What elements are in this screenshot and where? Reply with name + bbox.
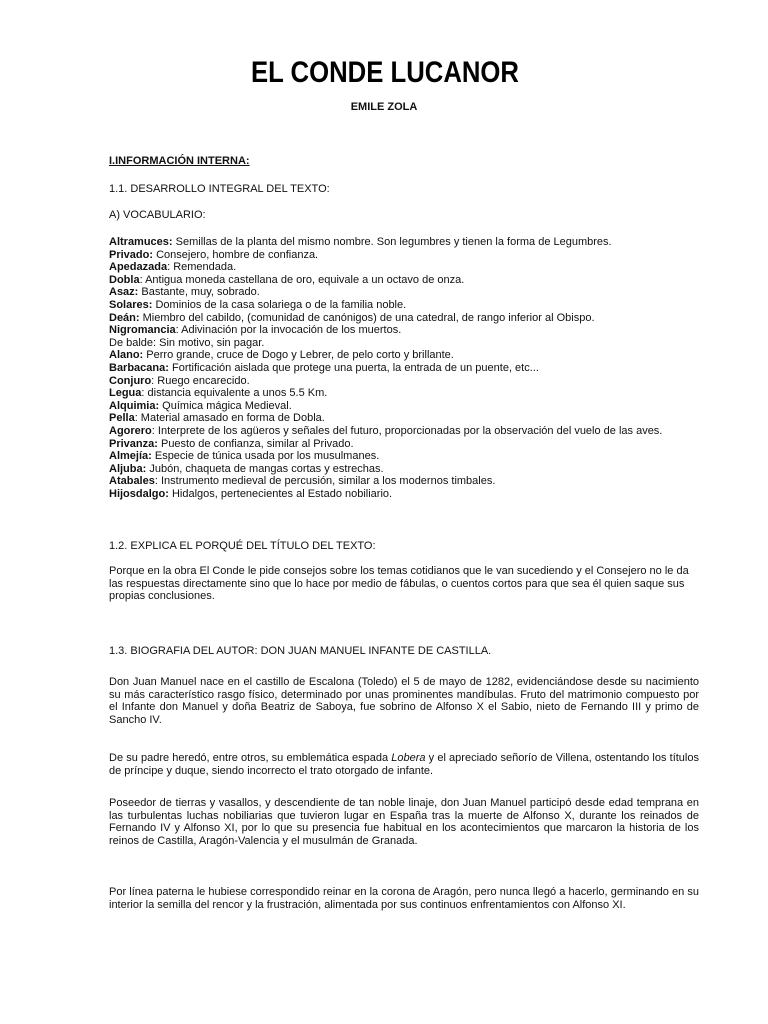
section-heading-text: I.INFORMACIÓN INTERNA: bbox=[109, 155, 250, 167]
vocabulary-entry bbox=[109, 488, 699, 501]
vocabulary-term: Deán: bbox=[109, 311, 140, 324]
vocabulary-entry bbox=[109, 375, 699, 388]
vocabulary-definition: : Instrumento medieval de percusión, similar a los modernos timbales. bbox=[154, 475, 496, 488]
vocabulary-definition: Jubón, chaqueta de mangas cortas y estrechas. bbox=[146, 462, 384, 475]
vocabulary-definition: : distancia equivalente a unos 5.5 Km. bbox=[141, 387, 328, 400]
vocabulary-term: Altramuces: bbox=[109, 236, 173, 248]
vocabulary-definition: : Ruego encarecido. bbox=[151, 374, 250, 387]
vocabulary-definition: : Interprete de los agüeros y señales del futuro, proporcionadas por la observación del vuelo de las aves. bbox=[151, 424, 663, 437]
paragraph-bio-4 bbox=[109, 886, 699, 911]
subheading-vocabulario: A) VOCABULARIO: bbox=[109, 209, 206, 221]
vocabulary-definition: Dominios de la casa solariega o de la familia noble. bbox=[152, 298, 407, 311]
vocabulary-term: Privanza: bbox=[109, 437, 158, 450]
author-line: EMILE ZOLA bbox=[350, 101, 418, 113]
vocabulary-definition: : Remendada. bbox=[167, 261, 237, 274]
subheading-desarrollo: 1.1. DESARROLLO INTEGRAL DEL TEXTO: bbox=[109, 183, 330, 195]
vocabulary-entry bbox=[109, 236, 699, 249]
vocabulary-entry bbox=[109, 324, 699, 337]
subheading-titulo: 1.2. EXPLICA EL PORQUÉ DEL TÍTULO DEL TEXTO: bbox=[109, 540, 376, 552]
vocabulary-entry bbox=[109, 463, 699, 476]
vocabulary-definition: Semillas de la planta del mismo nombre. Son legumbres y tienen la forma de Legumbres. bbox=[172, 236, 612, 248]
paragraph-bio-1 bbox=[109, 676, 699, 726]
vocabulary-definition: Química mágica Medieval. bbox=[159, 399, 292, 412]
vocabulary-term: Apedazada bbox=[109, 261, 168, 274]
vocabulary-definition: Consejero, hombre de confianza. bbox=[153, 248, 319, 261]
vocabulary-definition: Bastante, muy, sobrado. bbox=[138, 286, 260, 299]
vocabulary-entry bbox=[109, 286, 699, 299]
text-run: y el apreciado señorío de Villena, ostentando los títulos de príncipe y duque, siendo incorrecto el trato otorgado de infante. bbox=[109, 752, 699, 777]
vocabulary-entry bbox=[109, 349, 699, 362]
vocabulary-term: Pella bbox=[109, 412, 135, 425]
title-text: EL CONDE LUCANOR bbox=[251, 56, 520, 89]
vocabulary-entry bbox=[109, 337, 699, 350]
vocabulary-entry bbox=[109, 274, 699, 287]
document-title bbox=[245, 42, 525, 94]
vocabulary-entry bbox=[109, 387, 699, 400]
subheading-biografia: 1.3. BIOGRAFIA DEL AUTOR: DON JUAN MANUEL INFANTE DE CASTILLA. bbox=[109, 645, 492, 657]
vocabulary-definition: Perro grande, cruce de Dogo y Lebrer, de pelo corto y brillante. bbox=[143, 349, 454, 362]
vocabulary-term: Hijosdalgo: bbox=[109, 487, 169, 500]
vocabulary-definition: Hidalgos, pertenecientes al Estado nobiliario. bbox=[168, 487, 393, 500]
vocabulary-term: Aljuba: bbox=[109, 462, 147, 475]
vocabulary-entry bbox=[109, 261, 699, 274]
vocabulary-list bbox=[109, 236, 699, 500]
emphasis-lobera: Lobera bbox=[391, 752, 426, 764]
vocabulary-term: Alquimia: bbox=[109, 399, 160, 412]
wordart-title bbox=[245, 42, 525, 94]
vocabulary-entry bbox=[109, 450, 699, 463]
vocabulary-entry bbox=[109, 425, 699, 438]
text-run: De su padre heredó, entre otros, su emblemática espada bbox=[109, 752, 392, 764]
vocabulary-entry bbox=[109, 438, 699, 451]
vocabulary-definition: De balde: Sin motivo, sin pagar. bbox=[109, 336, 265, 349]
vocabulary-entry bbox=[109, 249, 699, 262]
vocabulary-definition: Miembro del cabildo, (comunidad de canónigos) de una catedral, de rango inferior al Obispo. bbox=[139, 311, 595, 324]
vocabulary-term: Dobla bbox=[109, 273, 140, 286]
vocabulary-term: Nigromancia bbox=[109, 324, 176, 337]
vocabulary-term: Atabales bbox=[109, 475, 155, 488]
paragraph-bio-2 bbox=[109, 752, 699, 777]
vocabulary-entry bbox=[109, 400, 699, 413]
vocabulary-term: Alano: bbox=[109, 349, 144, 362]
vocabulary-entry bbox=[109, 412, 699, 425]
paragraph-text: Porque en la obra El Conde le pide consejos sobre los temas cotidianos que le van sucediendo y el Consejero no le da las respuestas directamente sino que lo hace por medio de fábulas, o cuentos cortos para que sea él quien saque sus propias conclusiones. bbox=[109, 565, 689, 603]
vocabulary-term: Asaz: bbox=[109, 286, 139, 299]
vocabulary-entry bbox=[109, 299, 699, 312]
paragraph-bio-3 bbox=[109, 797, 699, 847]
paragraph-text: Poseedor de tierras y vasallos, y descendiente de tan noble linaje, don Juan Manuel participó desde edad temprana en las turbulentas luchas nobiliarias que tuvieron lugar en España tras la muerte de Alfonso X, durante los reinados de Fernando IV y Alfonso XI, por lo que su presencia fue habitual en los acontecimientos que marcaron la historia de los reinos de Castilla, Aragón-Valencia y el musulmán de Granada. bbox=[109, 797, 699, 847]
paragraph-text: Por línea paterna le hubiese correspondido reinar en la corona de Aragón, pero nunca llegó a hacerlo, germinando en su interior la semilla del rencor y la frustración, alimentada por sus continuos enfrentamientos con Alfonso XI. bbox=[109, 886, 699, 911]
vocabulary-definition: Puesto de confianza, similar al Privado. bbox=[157, 437, 354, 450]
vocabulary-entry bbox=[109, 312, 699, 325]
vocabulary-entry bbox=[109, 362, 699, 375]
vocabulary-term: Legua bbox=[109, 387, 142, 400]
vocabulary-term: Barbacana: bbox=[109, 361, 169, 374]
vocabulary-term: Agorero bbox=[109, 424, 152, 437]
vocabulary-term: Privado: bbox=[109, 248, 154, 261]
vocabulary-definition: Especie de túnica usada por los musulmanes. bbox=[151, 450, 380, 463]
vocabulary-term: Solares: bbox=[109, 298, 153, 311]
vocabulary-term: Conjuro bbox=[109, 374, 152, 387]
vocabulary-entry bbox=[109, 475, 699, 488]
vocabulary-definition: Fortificación aislada que protege una puerta, la entrada de un puente, etc... bbox=[168, 361, 539, 374]
vocabulary-definition: : Material amasado en forma de Dobla. bbox=[134, 412, 325, 425]
vocabulary-definition: : Antigua moneda castellana de oro, equivale a un octavo de onza. bbox=[139, 273, 465, 286]
vocabulary-term: Almejía: bbox=[109, 450, 152, 463]
paragraph-text: Don Juan Manuel nace en el castillo de Escalona (Toledo) el 5 de mayo de 1282, evidenciándose desde su nacimiento su más característico rasgo físico, determinado por unas prominentes mandíbulas. Fruto del matrimonio compuesto por el Infante don Manuel y doña Beatriz de Saboya, fue sobrino de Alfonso X el Sabio, nieto de Fernando III y primo de Sancho IV. bbox=[109, 676, 699, 726]
section-heading-informacion bbox=[109, 155, 699, 168]
paragraph-titulo bbox=[109, 565, 699, 603]
vocabulary-definition: : Adivinación por la invocación de los muertos. bbox=[175, 324, 402, 337]
paragraph-text bbox=[109, 752, 699, 777]
